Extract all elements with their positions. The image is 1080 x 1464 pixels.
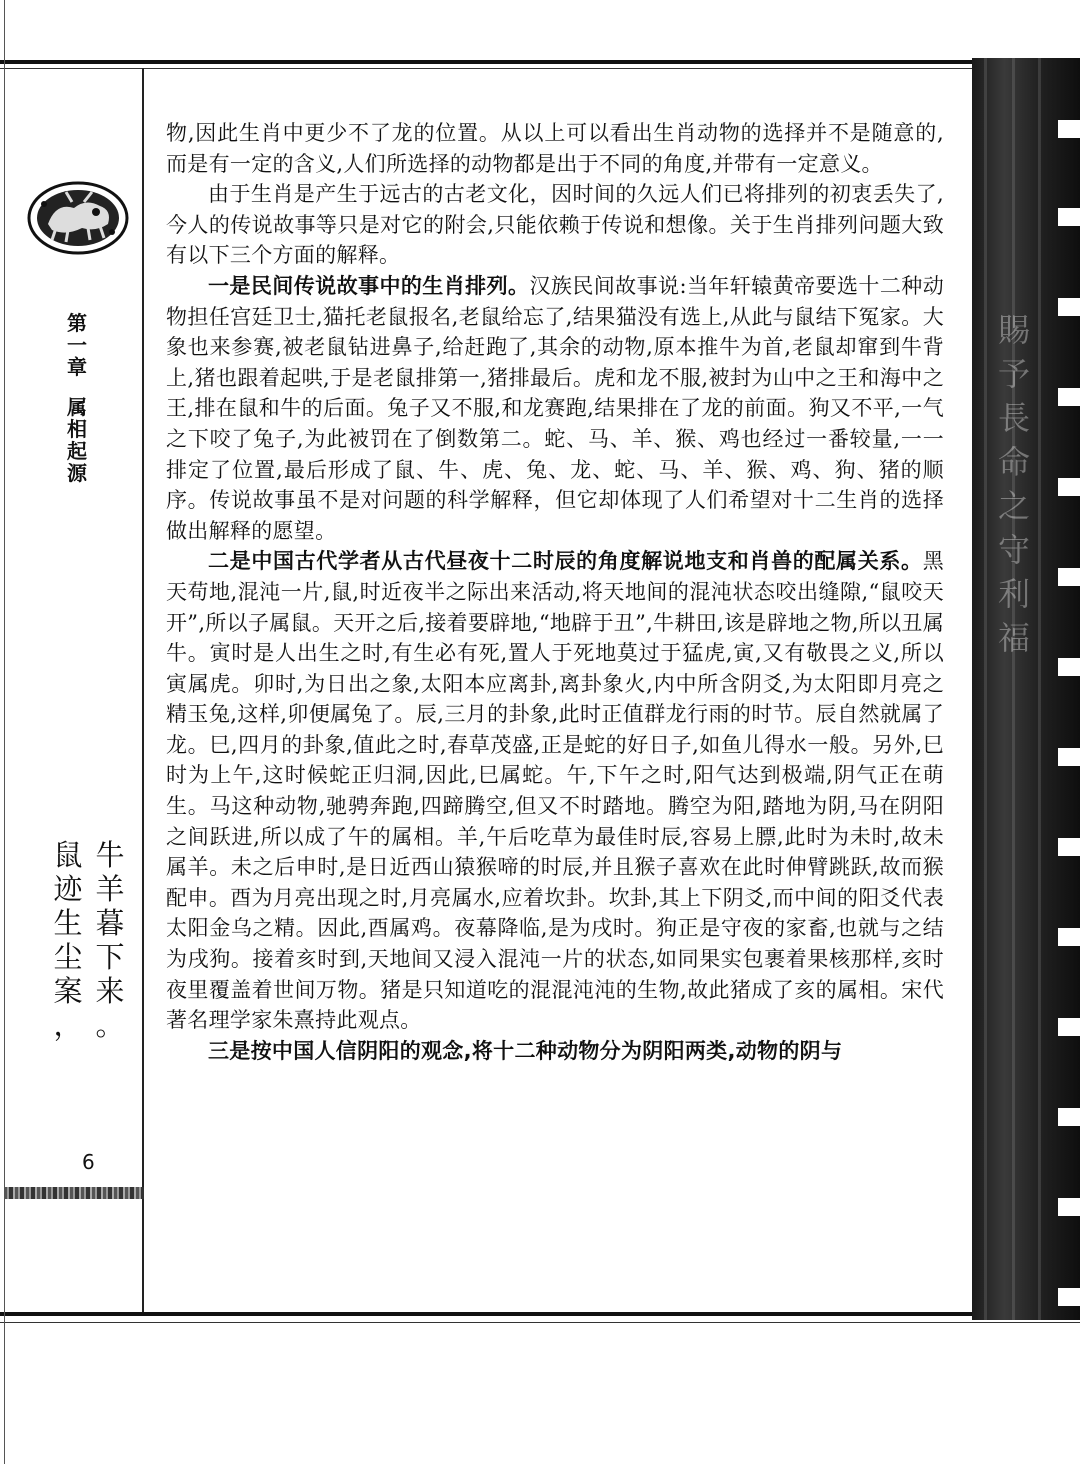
chapter-char: 第 (67, 311, 87, 335)
poem-char: 案 (53, 974, 83, 1008)
poem-char: 来 (95, 974, 125, 1008)
calligraphy-char: 命 (997, 443, 1030, 481)
page-number: 6 (82, 1150, 95, 1174)
calligraphy-char: 福 (997, 619, 1030, 657)
page-number-bar (4, 1187, 144, 1199)
calligraphy-char: 利 (997, 575, 1030, 613)
calligraphy-char: 長 (997, 399, 1030, 437)
calligraphy-glyphs (994, 308, 1034, 660)
chapter-char: 属 (67, 395, 87, 419)
calligraphy-char: 賜 (997, 311, 1030, 349)
poem-char: 迹 (53, 872, 83, 906)
chapter-char: 一 (67, 333, 87, 357)
top-rule-thin (0, 68, 1080, 69)
zodiac-emblem-icon (26, 180, 130, 256)
poem-char: 。 (95, 1008, 125, 1042)
paragraph-text: 由于生肖是产生于远古的古老文化，因时间的久远人们已将排列的初衷丢失了,今人的传说故事等只是对它的附会,只能依赖于传说和想像。关于生肖排列问题大致有以下三个方面的解释。 (166, 182, 944, 268)
paragraph (166, 118, 944, 179)
paragraph-text: 黑天苟地,混沌一片,鼠,时近夜半之际出来活动,将天地间的混沌状态咬出缝隙,“鼠咬天开”,所以子属鼠。天开之后,接着要辟地,“地辟于丑”,牛耕田,该是辟地之物,所以丑属牛。寅时是人出生之时,有生必有死,置人于死地莫过于猛虎,寅,又有敬畏之义,所以寅属虎。卯时,为日出之象,太阳本应离卦,离卦象火,内中所含阴爻,为太阳即月亮之精玉兔,这样,卯便属兔了。辰,三月的卦象,此时正值群龙行雨的时节。辰自然就属了龙。巳,四月的卦象,值此之时,春草茂盛,正是蛇的好日子,如鱼儿得水一般。另外,巳时为上午,这时候蛇正归洞,因此,巳属蛇。午,下午之时,阳气达到极端,阴气正在萌生。马这种动物,驰骋奔跑,四蹄腾空,但又不时踏地。腾空为阳,踏地为阴,马在阴阳之间跃进,所以成了午的属相。羊,午后吃草为最佳时辰,容易上膘,此时为未时,故未属羊。未之后申时,是日近西山猿猴啼的时辰,并且猴子喜欢在此时伸臂跳跃,故而猴配申。酉为月亮出现之时,月亮属水,应着坎卦。坎卦,其上下阴爻,而中间的阳爻代表太阳金乌之精。因此,酉属鸡。夜幕降临,是为戌时。狗正是守夜的家畜,也就与之结为戌狗。接着亥时到,天地间又浸入混沌一片的状态,如同果实包裹着果核那样,亥时夜里覆盖着世间万物。猪是只知道吃的混混沌沌的生物,故此猪成了亥的属相。宋代著名理学家朱熹持此观点。 (166, 549, 944, 1033)
calligraphy-char: 之 (997, 487, 1030, 525)
chapter-char: 章 (67, 355, 87, 379)
paragraph-text: 汉族民间故事说:当年轩辕黄帝要选十二种动物担任宫廷卫士,猫托老鼠报名,老鼠给忘了,结果猫没有选上,从此与鼠结下冤家。大象也来参赛,被老鼠钻进鼻子,给赶跑了,其余的动物,原本推牛为首,老鼠却窜到牛背上,猪也跟着起哄,于是老鼠排第一,猪排最后。虎和龙不服,被封为山中之王和海中之王,排在鼠和牛的后面。兔子又不服,和龙赛跑,结果排在了龙的前面。狗又不平,一气之下咬了兔子,为此被罚在了倒数第二。蛇、马、羊、猴、鸡也经过一番较量,一一排定了位置,最后形成了鼠、牛、虎、兔、龙、蛇、马、羊、猴、鸡、狗、猪的顺序。传说故事虽不是对问题的科学解释，但它却体现了人们希望对十二生肖的选择做出解释的愿望。 (166, 273, 944, 543)
chapter-char: 相 (67, 417, 87, 441)
poem-char: 生 (53, 906, 83, 940)
paragraph (166, 1036, 944, 1067)
paragraph-lead: 二是中国古代学者从古代昼夜十二时辰的角度解说地支和肖兽的配属关系。 (208, 549, 923, 574)
decorative-calligraphy-band (972, 58, 1080, 1320)
chapter-char: 起 (67, 439, 87, 463)
poem-char: 羊 (95, 872, 125, 906)
poem-char: 下 (95, 940, 125, 974)
poem-line-1 (92, 838, 128, 1042)
poem-char: 牛 (95, 838, 125, 872)
paragraph-lead: 一是民间传说故事中的生肖排列。 (208, 273, 530, 298)
body-text (166, 118, 944, 1066)
chapter-char: 源 (67, 461, 87, 485)
poem-char: 尘 (53, 940, 83, 974)
poem-char: 鼠 (53, 838, 83, 872)
top-rule (0, 60, 1080, 64)
calligraphy-char: 予 (997, 355, 1030, 393)
paragraph-lead: 三是按中国人信阴阳的观念,将十二种动物分为阴阳两类,动物的阴与 (208, 1038, 843, 1063)
calligraphy-char: 守 (997, 531, 1030, 569)
chapter-heading (63, 312, 91, 484)
paragraph (166, 179, 944, 271)
paragraph (166, 271, 944, 546)
poem-line-2 (50, 838, 86, 1042)
bottom-rule (0, 1312, 1080, 1316)
bottom-rule-thin (0, 1322, 1080, 1323)
paragraph (166, 546, 944, 1036)
paragraph-text: 物,因此生肖中更少不了龙的位置。从以上可以看出生肖动物的选择并不是随意的,而是有一定的含义,人们所选择的动物都是出于不同的角度,并带有一定意义。 (166, 121, 944, 176)
poem-char: ， (53, 1008, 83, 1042)
poem-char: 暮 (95, 906, 125, 940)
